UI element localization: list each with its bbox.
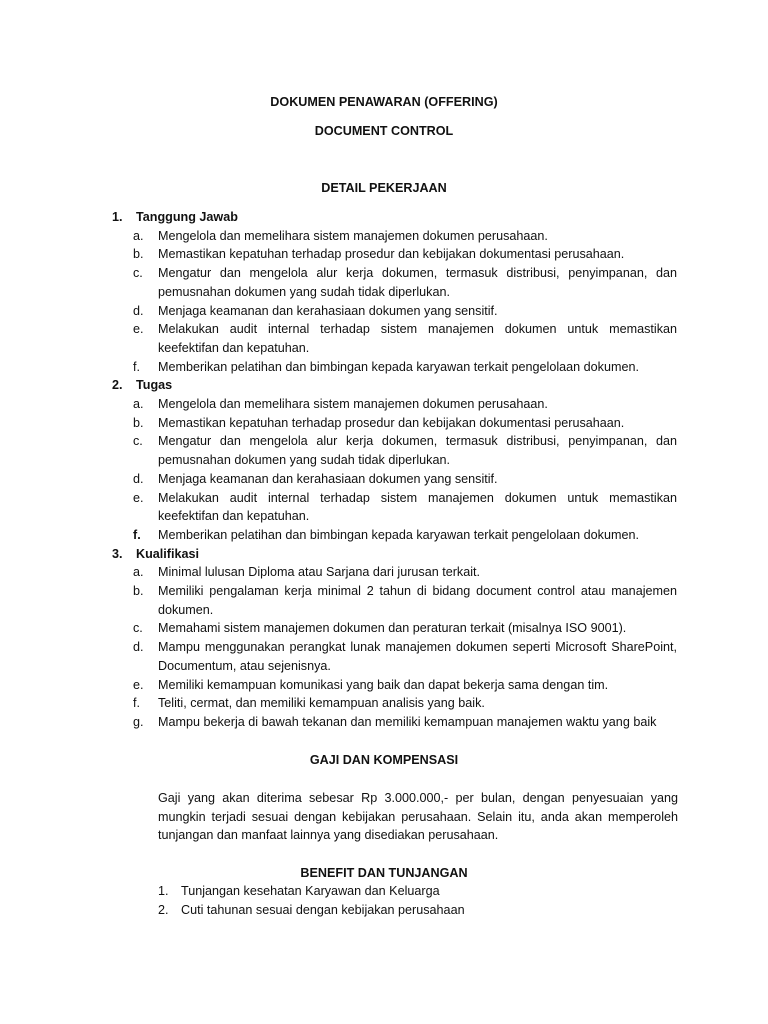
list-item: e. Melakukan audit internal terhadap sistem manajemen dokumen untuk memastikan keefektifan dan kepatuhan. <box>133 490 677 524</box>
list-item: d. Menjaga keamanan dan kerahasiaan dokumen yang sensitif. <box>133 471 498 486</box>
list-item: a. Minimal lulusan Diploma atau Sarjana dari jurusan terkait. <box>133 565 480 580</box>
list-item: f. Memberikan pelatihan dan bimbingan kepada karyawan terkait pengelolaan dokumen. <box>133 359 639 374</box>
section-number: 1. <box>112 210 123 224</box>
list-item: a. Mengelola dan memelihara sistem manajemen dokumen perusahaan. <box>133 397 548 412</box>
list-item: b. Memiliki pengalaman kerja minimal 2 tahun di bidang document control atau manajemen dokumen. <box>133 584 677 617</box>
list-item: c. Mengatur dan mengelola alur kerja dokumen, termasuk distribusi, penyimpanan, dan pemusnahan dokumen yang sudah tidak diperlukan. <box>133 434 677 468</box>
list-item: b. Memastikan kepatuhan terhadap prosedur dan kebijakan dokumentasi perusahaan. <box>133 247 625 262</box>
list-item: d. Mampu menggunakan perangkat lunak manajemen dokumen seperti Microsoft SharePoint, Documentum, atau sejenisnya. <box>133 640 677 673</box>
section-number: 2. <box>112 378 123 393</box>
list-item: e. Memiliki kemampuan komunikasi yang baik dan dapat bekerja sama dengan tim. <box>133 677 609 692</box>
section-tasks <box>0 376 768 544</box>
document-title: DOKUMEN PENAWARAN (OFFERING) <box>270 95 498 109</box>
list-item: f. Memberikan pelatihan dan bimbingan kepada karyawan terkait pengelolaan dokumen. <box>133 527 639 542</box>
list-item: e. Melakukan audit internal terhadap sistem manajemen dokumen untuk memastikan keefektifan dan kepatuhan. <box>133 322 677 355</box>
list-item: b. Memastikan kepatuhan terhadap prosedur dan kebijakan dokumentasi perusahaan. <box>133 415 625 430</box>
section-qualifications <box>0 545 768 732</box>
section-title: Kualifikasi <box>136 546 199 561</box>
section-responsibilities <box>0 208 768 376</box>
salary-heading: GAJI DAN KOMPENSASI <box>309 753 459 767</box>
list-item: a. Mengelola dan memelihara sistem manajemen dokumen perusahaan. <box>133 228 548 243</box>
detail-list <box>0 208 768 732</box>
list-item: c. Memahami sistem manajemen dokumen dan peraturan terkait (misalnya ISO 9001). <box>133 621 627 636</box>
list-item: f. Teliti, cermat, dan memiliki kemampuan analisis yang baik. <box>133 696 485 711</box>
section-number: 3. <box>112 546 123 561</box>
section-title: Tugas <box>136 378 173 393</box>
list-item: d. Menjaga keamanan dan kerahasiaan dokumen yang sensitif. <box>133 303 498 318</box>
list-item: 2. Cuti tahunan sesuai dengan kebijakan perusahaan <box>158 902 465 917</box>
list-item: 1. Tunjangan kesehatan Karyawan dan Keluarga <box>158 884 440 898</box>
list-item: c. Mengatur dan mengelola alur kerja dokumen, termasuk distribusi, penyimpanan, dan pemusnahan dokumen yang sudah tidak diperlukan. <box>133 266 677 299</box>
section-title: Tanggung Jawab <box>136 210 238 224</box>
salary-paragraph: Gaji yang akan diterima sebesar Rp 3.000.000,- per bulan, dengan penyesuaian yang mungkin terjadi sesuai dengan kebijakan perusahaan. Selain itu, anda akan memperoleh tunjangan dan manfaat lainnya yang disediakan perusahaan. <box>158 791 678 843</box>
document-subtitle: DOCUMENT CONTROL <box>314 124 454 138</box>
benefit-heading: BENEFIT DAN TUNJANGAN <box>300 866 468 880</box>
benefit-list <box>0 882 768 919</box>
detail-heading: DETAIL PEKERJAAN <box>321 181 447 195</box>
list-item: g. Mampu bekerja di bawah tekanan dan memiliki kemampuan manajemen waktu yang baik <box>133 714 657 729</box>
